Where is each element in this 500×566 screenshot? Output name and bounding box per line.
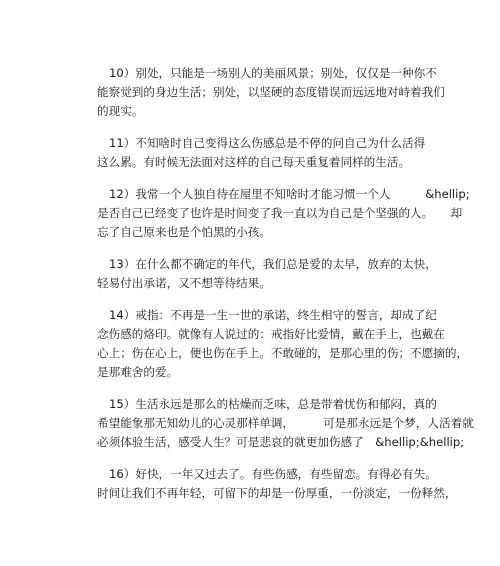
text-line: 13）在什么都不确定的年代，我们总是爱的太早，放弃的太快， <box>109 257 437 271</box>
text-line: 这么累。有时候无法面对这样的自己每天重复着同样的生活。 <box>97 155 411 169</box>
text-line: 必须体验生活，感受人生？可是悲哀的就更加伤感了 &hellip;&hellip; <box>97 435 465 449</box>
paragraph-11 <box>97 134 432 172</box>
text-line: 的现实。 <box>97 104 144 118</box>
paragraph-14 <box>97 306 469 382</box>
text-line: 希望能象那无知幼儿的心灵那样单调， 可是那永远是个梦，人活着就 <box>97 416 474 430</box>
paragraph-15 <box>97 395 474 452</box>
paragraph-10 <box>97 64 445 121</box>
paragraph-16 <box>97 465 457 503</box>
text-line: 心上；伤在心上，便也伤在手上。不敢碰的，是那心里的伤；不愿摘的， <box>97 346 469 360</box>
text-line: 11）不知啥时自己变得这么伤感总是不停的问自己为什么活得 <box>109 136 426 150</box>
text-line: 是否自己已经变了也许是时间变了我一直以为自己是个坚强的人。 却 <box>97 206 463 220</box>
text-line: 16）好快，一年又过去了。有些伤感，有些留恋。有得必有失。 <box>109 467 437 481</box>
paragraph-13 <box>97 255 437 293</box>
document-body <box>97 64 474 516</box>
text-line: 忘了自己原来也是个怕黑的小孩。 <box>97 225 271 239</box>
text-line: 10）别处，只能是一场别人的美丽风景；别处，仅仅是一种你不 <box>109 66 437 80</box>
text-line: 14）戒指：不再是一生一世的承诺，终生相守的誓言，却成了纪 <box>109 308 437 322</box>
text-line: 12）我常一个人独自待在屋里不知啥时才能习惯一个人 &hellip; <box>109 187 470 201</box>
text-line: 能察觉到的身边生活；别处，以坚硬的态度错误而远远地对峙着我们 <box>97 85 445 99</box>
text-line: 时间让我们不再年轻，可留下的却是一份厚重，一份淡定，一份释然， <box>97 486 457 500</box>
text-line: 是那难舍的爱。 <box>97 365 179 379</box>
text-line: 15）生活永远是那么的枯燥而乏味，总是带着忧伤和郁闷，真的 <box>109 397 437 411</box>
text-line: 轻易付出承诺，又不想等待结果。 <box>97 276 271 290</box>
text-line: 念伤感的烙印。就像有人说过的：戒指好比爱情，戴在手上，也戴在 <box>97 327 445 341</box>
paragraph-12 <box>97 185 470 242</box>
